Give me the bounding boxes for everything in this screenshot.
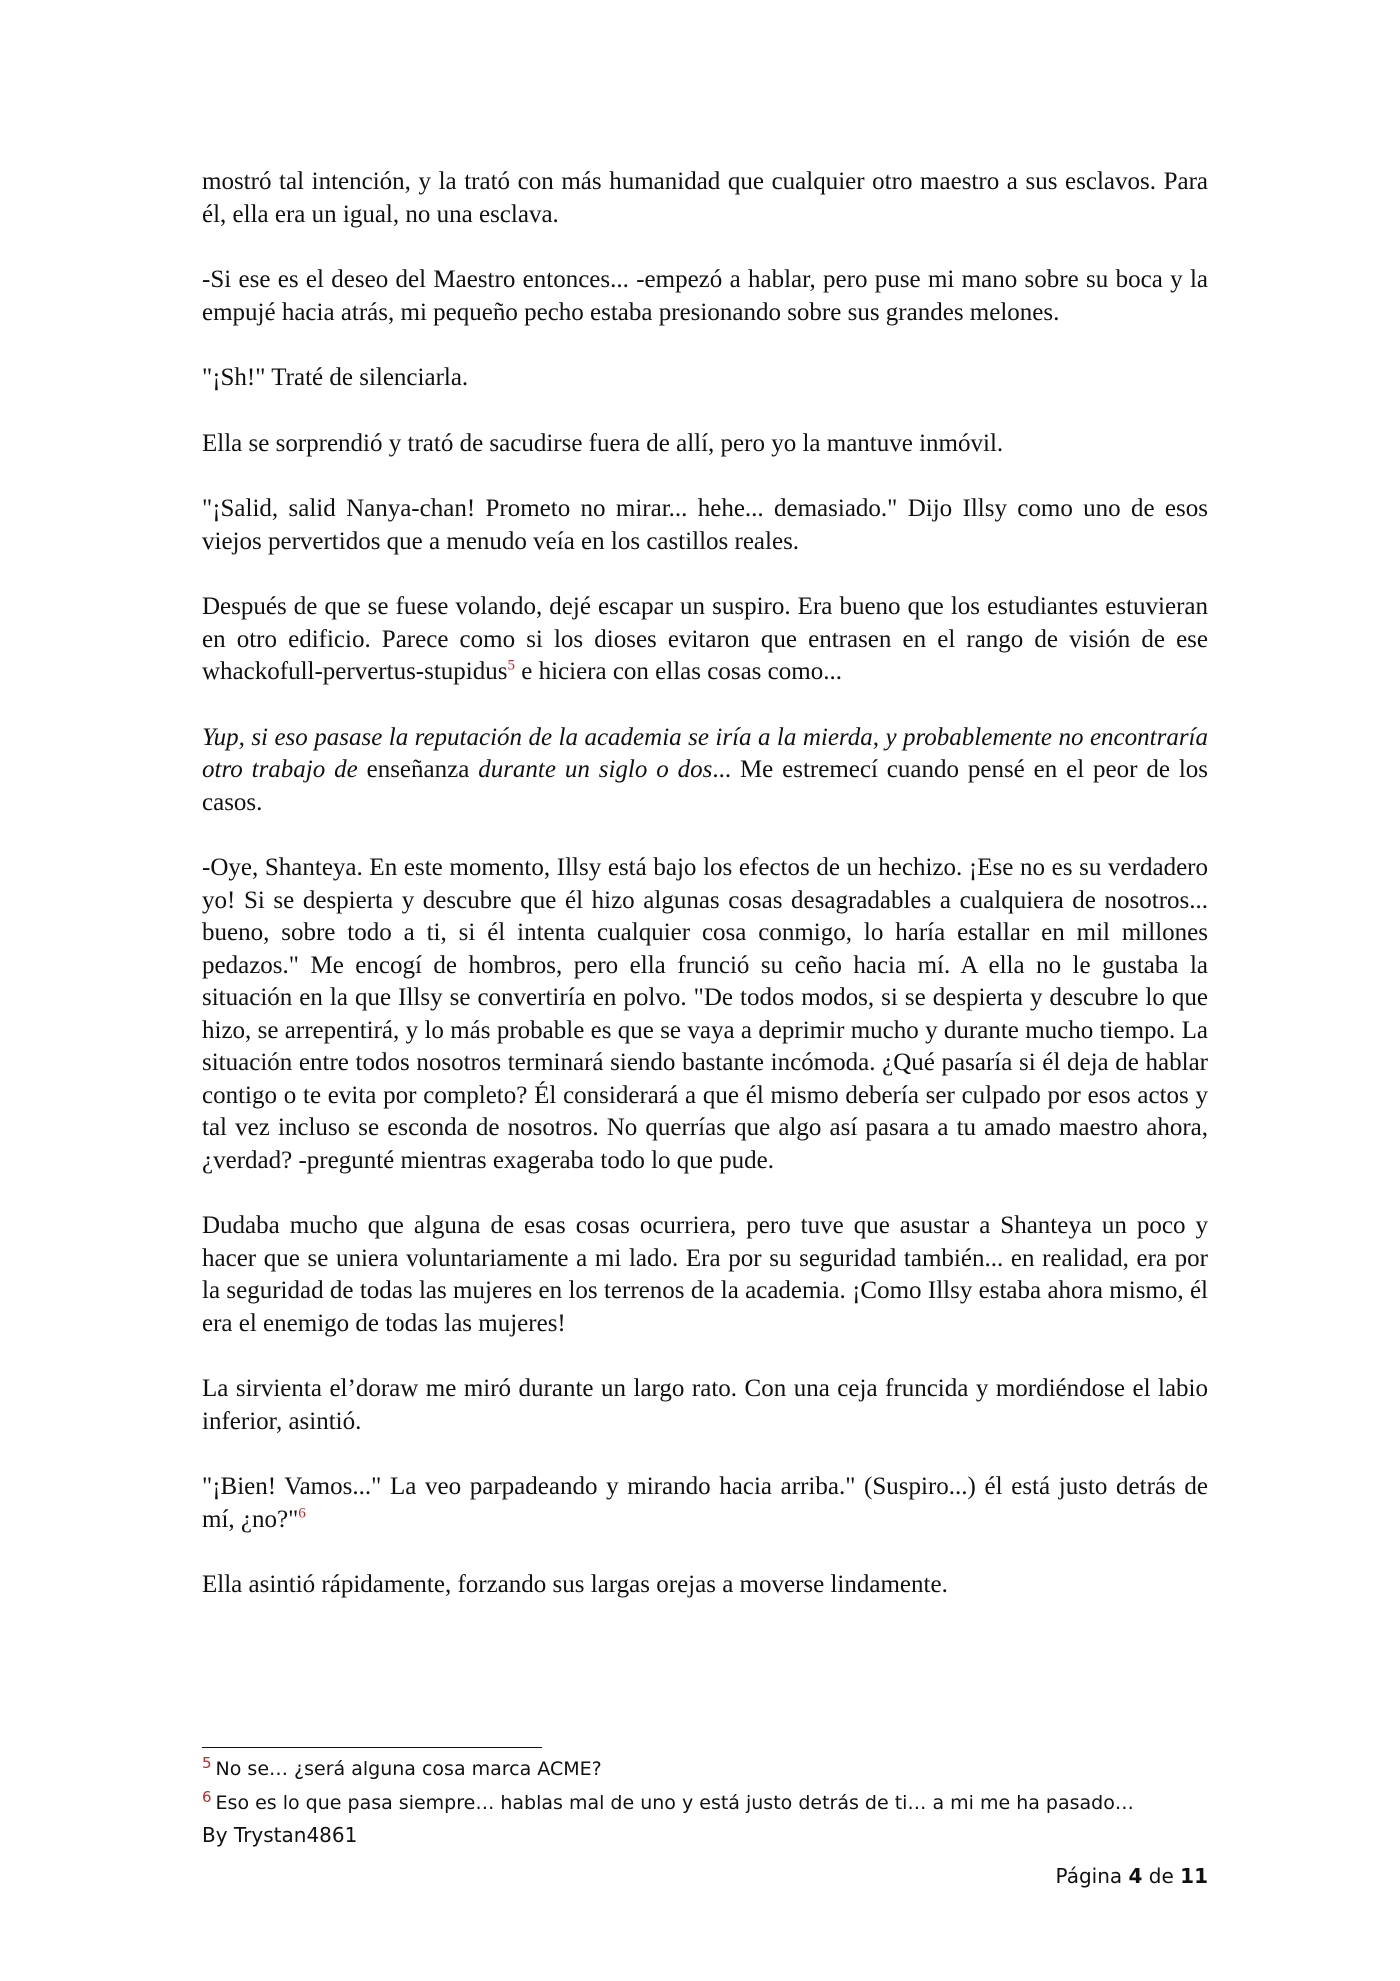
page-number xyxy=(1056,1864,1208,1888)
paragraph-3: "¡Sh!" Traté de silenciarla. xyxy=(202,364,469,391)
paragraph-11 xyxy=(202,1471,1208,1536)
footnote-5 xyxy=(202,1752,1208,1786)
paragraph-8: -Oye, Shanteya. En este momento, Illsy está bajo los efectos de un hechizo. ¡Ese no es su verdadero yo! Si se despierta y descubre que él hizo algunas cosas desagradables a cualquiera de nosotros... bueno, sobre todo a ti, si él intenta cualquier cosa conmigo, lo haría estallar en mil millones pedazos." Me encogí de hombros, pero ella frunció su ceño hacia mí. A ella no le gustaba la situación en la que Illsy se convertiría en polvo. "De todos modos, si se despierta y descubre lo que hizo, se arrepentirá, y lo más probable es que se vaya a deprimir mucho y durante mucho tiempo. La situación entre todos nosotros terminará siendo bastante incómoda. ¿Qué pasaría si él deja de hablar contigo o te evita por completo? Él considerará a que él mismo debería ser culpado por esos actos y tal vez incluso se esconda de nosotros. No querrías que algo así pasara a tu amado maestro ahora, ¿verdad? -pregunté mientras exageraba todo lo que pude. xyxy=(202,854,1208,1174)
page-number-total: 11 xyxy=(1180,1864,1208,1888)
footnote-ref-5[interactable]: 5 xyxy=(507,657,515,674)
paragraph-5: "¡Salid, salid Nanya-chan! Prometo no mirar... hehe... demasiado." Dijo Illsy como uno de esos viejos pervertidos que a menudo veía en los castillos reales. xyxy=(202,495,1208,555)
paragraph-2: -Si ese es el deseo del Maestro entonces... -empezó a hablar, pero puse mi mano sobre su boca y la empujé hacia atrás, mi pequeño pecho estaba presionando sobre sus grandes melones. xyxy=(202,266,1208,326)
paragraph-6 xyxy=(202,591,1208,689)
paragraph-10: La sirvienta el’doraw me miró durante un largo rato. Con una ceja fruncida y mordiéndose el labio inferior, asintió. xyxy=(202,1375,1208,1435)
paragraph-1: mostró tal intención, y la trató con más humanidad que cualquier otro maestro a sus esclavos. Para él, ella era un igual, no una esclava. xyxy=(202,168,1208,228)
footnote-6-marker: 6 xyxy=(202,1787,212,1806)
footnote-5-text: No se… ¿será alguna cosa marca ACME? xyxy=(215,1758,602,1780)
footnote-ref-6[interactable]: 6 xyxy=(298,1505,306,1522)
paragraph-7 xyxy=(202,722,1208,820)
paragraph-12: Ella asintió rápidamente, forzando sus largas orejas a moverse lindamente. xyxy=(202,1571,948,1598)
paragraph-4: Ella se sorprendió y trató de sacudirse fuera de allí, pero yo la mantuve inmóvil. xyxy=(202,429,1004,457)
footnote-6 xyxy=(202,1786,1208,1820)
paragraph-11-text: "¡Bien! Vamos..." La veo parpadeando y mirando hacia arriba." (Suspiro...) él está justo detrás de mí, ¿no?" xyxy=(202,1473,1208,1533)
body-text xyxy=(202,166,1208,1635)
footnote-5-marker: 5 xyxy=(202,1753,212,1772)
page-number-current: 4 xyxy=(1128,1864,1143,1888)
paragraph-9: Dudaba mucho que alguna de esas cosas ocurriera, pero tuve que asustar a Shanteya un poco y hacer que se uniera voluntariamente a mi lado. Era por su seguridad también... en realidad, era por la seguridad de todas las mujeres en los terrenos de la academia. ¡Como Illsy estaba ahora mismo, él era el enemigo de todas las mujeres! xyxy=(202,1212,1208,1337)
paragraph-7-normal-2: ... Me estremecí cuando pensé en el peor de los casos. xyxy=(202,756,1208,816)
paragraph-6-text: Después de que se fuese volando, dejé escapar un suspiro. Era bueno que los estudiantes estuvieran en otro edificio. Parece como si los dioses evitaron que entrasen en el rango de visión de ese whackofull-pervertus-stupidus xyxy=(202,593,1208,685)
author-byline: By Trystan4861 xyxy=(202,1823,358,1847)
footnotes xyxy=(202,1752,1208,1820)
page-number-label: Página xyxy=(1055,1864,1123,1888)
footnote-6-text: Eso es lo que pasa siempre… hablas mal de uno y está justo detrás de ti… a mi me ha pasado… xyxy=(215,1792,1134,1814)
paragraph-7-normal-1: enseñanza xyxy=(357,756,479,783)
paragraph-7-italic-2: durante un siglo o dos xyxy=(478,756,713,783)
footnote-separator xyxy=(202,1747,542,1748)
paragraph-6-tail: e hiciera con ellas cosas como... xyxy=(514,658,842,685)
paragraph-7-italic-1: Yup, si eso pasase la reputación de la academia se iría a la mierda, y probablemente no encontraría otro trabajo de xyxy=(202,723,1208,783)
page-number-sep: de xyxy=(1148,1864,1174,1888)
